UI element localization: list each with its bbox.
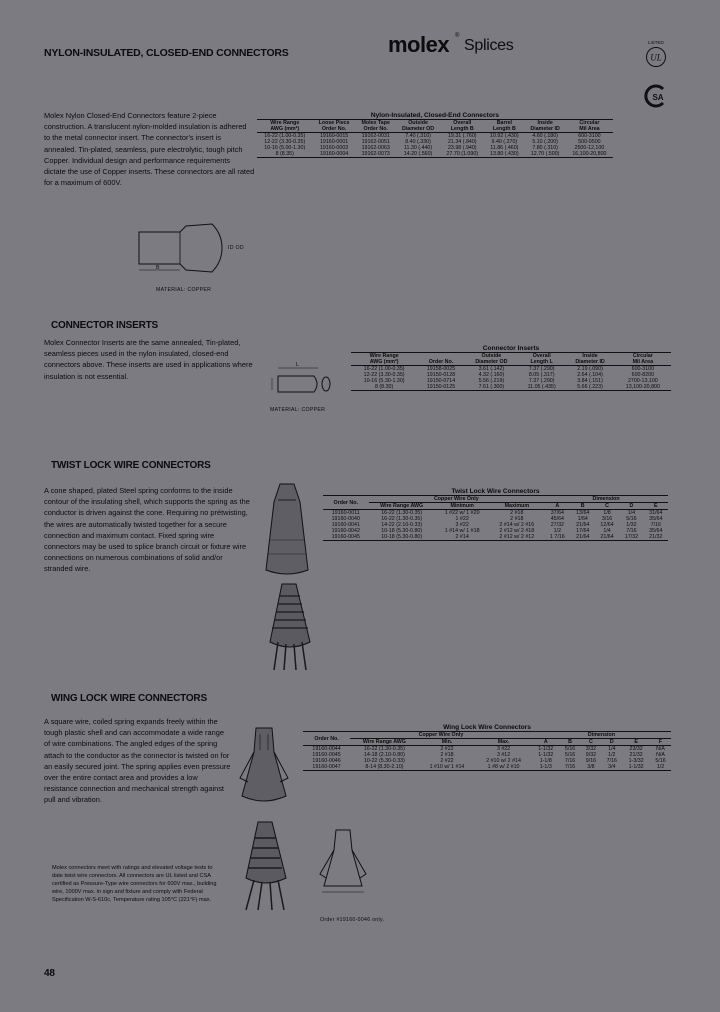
ul-mark-icon bbox=[645, 46, 667, 68]
table-cell: 17/32 bbox=[624, 534, 639, 540]
table-cell: 21/64 bbox=[576, 534, 590, 540]
wing-lock-cutaway-drawing bbox=[236, 818, 296, 913]
dimension-group-header: Dimension bbox=[544, 496, 668, 503]
table-cell: 1/2 bbox=[608, 752, 616, 758]
table-cell: 7.61 (.300) bbox=[478, 384, 505, 390]
col-header: Min. bbox=[441, 739, 453, 745]
table-cell: 2 #14 bbox=[455, 534, 469, 540]
table-cell: 14.20 (.560) bbox=[403, 151, 433, 157]
table-cell: 27/32 bbox=[550, 522, 564, 528]
csa-mark-icon bbox=[643, 83, 669, 109]
table-cell: 1/4 bbox=[603, 528, 611, 534]
table-cell: 13/64 bbox=[576, 510, 590, 516]
col-header: D bbox=[609, 739, 614, 745]
table-cell: 1-1/32 bbox=[538, 752, 554, 758]
table-cell: 600-3100 bbox=[631, 366, 655, 372]
wing-lock-table bbox=[303, 725, 671, 771]
table-cell: 35/64 bbox=[649, 528, 663, 534]
table-cell: 1 #14 w/ 1 #18 bbox=[444, 528, 480, 534]
table-cell: 13.80 (.430) bbox=[490, 151, 519, 157]
table-cell: 11.86 (.460) bbox=[490, 145, 519, 151]
table-cell: 3/4 bbox=[608, 764, 616, 770]
table-cell: 12-22 (3.30-0.35) bbox=[363, 372, 405, 378]
table-cell: N/A bbox=[656, 746, 665, 752]
col-header: Overall Length B bbox=[450, 120, 474, 132]
table-cell: 600-3100 bbox=[578, 133, 601, 139]
col-header: A bbox=[543, 739, 548, 745]
table-cell: 2 #18 bbox=[510, 516, 524, 522]
table-cell: 3.84 (.151) bbox=[577, 378, 603, 384]
table-cell: 14-22 (2.10-0.33) bbox=[381, 522, 423, 528]
table-cell: 19160-0001 bbox=[319, 139, 349, 145]
table-cell: 19160-0003 bbox=[319, 145, 349, 151]
table-cell: 1/4 bbox=[608, 746, 616, 752]
csa-label: SA bbox=[652, 93, 664, 102]
table-cell: 10-18 (5.30-0.80) bbox=[381, 534, 423, 540]
col-header: Order No. bbox=[314, 735, 339, 742]
table-cell: 19.31 (.760) bbox=[447, 133, 477, 139]
table-cell: 1 #22 w/ 1 #20 bbox=[444, 510, 480, 516]
table-cell: 3/32 bbox=[585, 746, 597, 752]
table-cell: 2 #12 w/ 2 #12 bbox=[499, 534, 535, 540]
table-cell: 9/16 bbox=[585, 758, 597, 764]
col-header: Minimum bbox=[450, 503, 474, 509]
table-cell: 35/64 bbox=[649, 516, 663, 522]
table-cell: 7/16 bbox=[564, 764, 576, 770]
table-cell: 11.30 (.440) bbox=[403, 145, 433, 151]
table-cell: 45/64 bbox=[550, 516, 564, 522]
table-cell: 19160-0047 bbox=[312, 764, 341, 770]
col-header: B bbox=[568, 739, 572, 745]
table-cell: 4.60 (.180) bbox=[532, 133, 558, 139]
table-cell: 13,100-20,800 bbox=[625, 384, 660, 390]
table-cell: 16-22 (1.30-0.35) bbox=[381, 510, 423, 516]
table-cell: 1 #10 w/ 1 #14 bbox=[429, 764, 465, 770]
connector-insert-drawing bbox=[268, 362, 338, 404]
table-cell: 19160-0040 bbox=[331, 516, 360, 522]
table-cell: 5/16 bbox=[626, 516, 637, 522]
table-cell: 21/64 bbox=[576, 522, 590, 528]
table-cell: 23.98 (.940) bbox=[447, 145, 477, 151]
col-header: Inside Diameter ID bbox=[530, 120, 560, 132]
table-row bbox=[257, 151, 613, 158]
table-cell: 19162-0051 bbox=[361, 139, 390, 145]
table-cell: 8-14 (8.30-2.10) bbox=[365, 764, 404, 770]
table-cell: 2500-12,100 bbox=[574, 145, 605, 151]
table-cell: 1-1/3 bbox=[539, 764, 552, 770]
col-header: E bbox=[654, 503, 658, 509]
closed-end-description: Molex Nylon Closed-End Connectors feature 2-piece construction. A translucent nylon-molded insulation is adhered to the metal connector insert. The connector's insert is annealed. Tin-plated, seamless, pure electrolytic, tough pitch Copper. Individual design and performance requirements dictate the use of Copper inserts. These connectors are all rated for a maximum of 600V. bbox=[44, 111, 255, 188]
col-header: A bbox=[555, 503, 560, 509]
col-header: F bbox=[658, 739, 663, 745]
closed-end-connector-drawing bbox=[134, 218, 234, 276]
closed-end-dim-od: ID OD bbox=[228, 245, 244, 251]
table-cell: 19160-0042 bbox=[331, 528, 360, 534]
table-cell: 9/32 bbox=[585, 752, 597, 758]
table-cell: 2 #12 w/ 2 #18 bbox=[499, 528, 535, 534]
table-row bbox=[351, 384, 671, 391]
col-header: Outside Diameter OD bbox=[475, 353, 508, 365]
inserts-description: Molex Connector Inserts are the same annealed, Tin-plated, seamless pieces used in the nylon insulated, closed-end connectors above. These inserts are used in applications where insulation is not essential. bbox=[44, 338, 253, 381]
table-cell: 3 #12 bbox=[496, 752, 511, 758]
col-header: Circular Mil Area bbox=[632, 353, 654, 365]
table-cell: 1-1/32 bbox=[628, 764, 644, 770]
table-cell: 3 #22 bbox=[455, 522, 469, 528]
wing-lock-outline-drawing bbox=[314, 826, 372, 904]
inserts-heading: CONNECTOR INSERTS bbox=[51, 320, 158, 331]
table-cell: 5/16 bbox=[655, 758, 666, 764]
col-header: Molex Tape Order No. bbox=[361, 120, 390, 132]
table-title: Nylon-Insulated, Closed-End Connectors bbox=[257, 113, 613, 120]
table-cell: 16-22 (1.30-0.35) bbox=[381, 516, 423, 522]
insert-dim-l: L bbox=[296, 362, 300, 368]
table-cell: 37/64 bbox=[550, 510, 564, 516]
table-cell: 19162-0063 bbox=[361, 145, 390, 151]
table-cell: 1 #8 w/ 2 #10 bbox=[487, 764, 520, 770]
col-header: Outside Diameter OD bbox=[402, 120, 435, 132]
table-cell: 27.70 (1.090) bbox=[446, 151, 479, 157]
copper-wire-group-header: Copper Wire Only bbox=[369, 496, 545, 503]
table-cell: 12/64 bbox=[600, 522, 614, 528]
table-cell: 7.37 (.290) bbox=[528, 366, 555, 372]
table-cell: 19158-0025 bbox=[426, 366, 456, 372]
table-cell: 500-9500 bbox=[578, 139, 601, 145]
table-cell: 10-16 (5.00-1.30) bbox=[264, 145, 306, 151]
twist-lock-table bbox=[323, 489, 668, 541]
table-cell: 3.61 (.142) bbox=[478, 366, 505, 372]
table-cell: N/A bbox=[656, 752, 665, 758]
table-cell: 600-8200 bbox=[631, 372, 655, 378]
table-cell: 8.40 (.330) bbox=[405, 139, 431, 145]
listed-label: LISTED bbox=[648, 40, 664, 45]
table-cell: 2 #18 bbox=[510, 510, 524, 516]
closed-end-dim-b: B bbox=[156, 265, 160, 271]
table-cell: 2 #22 bbox=[440, 758, 454, 764]
ul-label: UL bbox=[650, 52, 662, 63]
table-cell: 19160-0045 bbox=[331, 534, 360, 540]
col-header: Wire Range AWG bbox=[362, 739, 406, 745]
col-header: Wire Range AWG (mm²) bbox=[369, 353, 399, 365]
col-header: C bbox=[605, 503, 609, 509]
inserts-table bbox=[351, 346, 671, 391]
table-cell: 2 #14 w/ 2 #16 bbox=[499, 522, 535, 528]
table-cell: 1/4 bbox=[627, 510, 636, 516]
table-row bbox=[323, 534, 668, 541]
table-cell: 7/16 bbox=[650, 522, 661, 528]
table-cell: 7.80 (.310) bbox=[532, 145, 558, 151]
table-cell: 21/32 bbox=[649, 534, 663, 540]
table-cell: 19160-0041 bbox=[331, 522, 360, 528]
col-header: Order No. bbox=[333, 499, 358, 506]
table-cell: 2.19 (.090) bbox=[577, 366, 603, 372]
table-cell: 1-1/32 bbox=[538, 746, 554, 752]
table-cell: 7/16 bbox=[626, 528, 637, 534]
table-cell: 9.40 (.370) bbox=[491, 139, 518, 145]
page-number: 48 bbox=[44, 968, 55, 979]
col-header: Overall Length L bbox=[530, 353, 553, 365]
col-header: Max. bbox=[497, 739, 510, 745]
table-cell: 19150-0128 bbox=[426, 372, 456, 378]
certification-footnote: Molex connectors meet with ratings and elevated voltage tests to date twist wire connectors. All connectors are UL listed and CSA certified as Pressure-Type wire connectors for 600V max., building wire, 1000V max. in sign and fixture and comply with Federal Specification W-S-610c. Temperature rating 105°C (221°F) max. bbox=[52, 865, 217, 903]
table-cell: 1-1/8 bbox=[539, 758, 552, 764]
table-cell: 1 7/16 bbox=[549, 534, 565, 540]
copper-wire-group-header: Copper Wire Only bbox=[350, 732, 532, 739]
table-cell: 16-22 (1.00-0.35) bbox=[264, 133, 306, 139]
table-cell: 16-22 (1.30-0.35) bbox=[363, 746, 405, 752]
table-cell: 7.37 (.290) bbox=[528, 378, 555, 384]
table-cell: 5/16 bbox=[564, 752, 576, 758]
table-cell: 2 #10 w/ 2 #14 bbox=[486, 758, 521, 764]
table-cell: 2.64 (.104) bbox=[577, 372, 603, 378]
col-header: Circular Mil Area bbox=[579, 120, 600, 132]
closed-end-material: MATERIAL: COPPER bbox=[156, 287, 212, 293]
table-cell: 19160-0015 bbox=[319, 133, 349, 139]
table-cell: 3/16 bbox=[601, 516, 613, 522]
table-title: Wing Lock Wire Connectors bbox=[303, 725, 671, 732]
table-cell: 1/2 bbox=[656, 764, 665, 770]
table-cell: 5/16 bbox=[564, 746, 576, 752]
twist-lock-description: A cone shaped, plated Steel spring conforms to the inside contour of the insulating shell, which supports the spring as the conductor is driven against the cone. Requiring no prétwisting, the wires are automatically twisted together for a secure connection and maximum contact. Fixed spring wire connectors may be used to splice branch circuit or fixture wire connections on numerous combinations of solid and/or stranded wire. bbox=[44, 486, 250, 574]
table-cell: 23/32 bbox=[629, 746, 643, 752]
wing-lock-description: A square wire, coiled spring expands freely within the tough plastic shell and can accommodate a wide range of wire combinations. The angled edges of the spring attach to the conductor as the connector is twisted on for an easily secured joint. The spring applies even pressure over the entire contact area and provides a low resistance connection and mechanical strength against pull and vibration. bbox=[44, 717, 231, 805]
table-cell: 12.70 (.500) bbox=[530, 151, 560, 157]
col-header: D bbox=[629, 503, 634, 509]
table-title: Connector Inserts bbox=[351, 346, 671, 353]
table-cell: 21/64 bbox=[600, 534, 614, 540]
table-cell: 12-22 (3.30-0.35) bbox=[264, 139, 306, 145]
table-cell: 21.34 (.840) bbox=[447, 139, 477, 145]
page-title: NYLON-INSULATED, CLOSED-END CONNECTORS bbox=[44, 47, 289, 59]
table-cell: 5.56 (.219) bbox=[478, 378, 505, 384]
col-header: Inside Diameter ID bbox=[575, 353, 605, 365]
col-header: E bbox=[634, 739, 638, 745]
col-header: Maximum bbox=[504, 503, 530, 509]
table-cell: 5.66 (.223) bbox=[577, 384, 603, 390]
table-cell: 3 #22 bbox=[496, 746, 511, 752]
table-cell: 19160-0045 bbox=[312, 752, 341, 758]
table-cell: 5.10 (.200) bbox=[532, 139, 558, 145]
twist-lock-cutaway-drawing bbox=[262, 582, 318, 672]
col-header: Loose Piece Order No. bbox=[318, 120, 350, 132]
table-cell: 10.92 (.430) bbox=[490, 133, 519, 139]
col-header: Wire Range AWG (mm²) bbox=[270, 120, 300, 132]
table-cell: 10-22 (5.30-0.33) bbox=[363, 758, 405, 764]
table-cell: 31/64 bbox=[649, 510, 663, 516]
table-row bbox=[303, 764, 671, 771]
col-header: B bbox=[580, 503, 585, 509]
col-header: Barrel Length B bbox=[492, 120, 516, 132]
table-cell: 19160-0011 bbox=[331, 510, 360, 516]
col-header: C bbox=[589, 739, 593, 745]
table-cell: 17/64 bbox=[576, 528, 590, 534]
table-title: Twist Lock Wire Connectors bbox=[323, 489, 668, 496]
product-name: Splices bbox=[464, 37, 514, 54]
col-header: Wire Range AWG bbox=[380, 503, 424, 509]
table-cell: 8.05 (.317) bbox=[528, 372, 555, 378]
table-cell: 1-3/32 bbox=[628, 758, 644, 764]
table-cell: 19162-0031 bbox=[361, 133, 390, 139]
table-cell: 19150-0125 bbox=[426, 384, 456, 390]
table-cell: 1/8 bbox=[603, 510, 611, 516]
table-cell: 19160-0046 bbox=[312, 758, 341, 764]
table-cell: 21/32 bbox=[629, 752, 643, 758]
table-cell: 10-18 (5.30-0.80) bbox=[381, 528, 423, 534]
table-cell: 19162-0073 bbox=[361, 151, 390, 157]
table-cell: 19150-0714 bbox=[426, 378, 456, 384]
table-cell: 7/16 bbox=[606, 758, 617, 764]
table-cell: 10-16 (5.30-1.30) bbox=[363, 378, 405, 384]
table-cell: 16,100-20,800 bbox=[572, 151, 607, 157]
table-cell: 11.05 (.435) bbox=[527, 384, 556, 390]
twist-lock-connector-drawing bbox=[256, 480, 318, 580]
molex-logo: molex bbox=[388, 32, 450, 57]
table-cell: 7/16 bbox=[564, 758, 576, 764]
table-cell: 2 #22 bbox=[440, 746, 454, 752]
table-cell: 2 #18 bbox=[440, 752, 454, 758]
table-cell: 1/64 bbox=[577, 516, 588, 522]
registered-mark: ® bbox=[455, 33, 460, 39]
table-cell: 19160-0044 bbox=[312, 746, 341, 752]
table-cell: 2700-13,100 bbox=[627, 378, 658, 384]
table-cell: 1 #22 bbox=[455, 516, 469, 522]
table-cell: 8 (8.30) bbox=[374, 384, 394, 390]
col-header: Order No. bbox=[428, 359, 454, 365]
table-cell: 7.40 (.310) bbox=[405, 133, 431, 139]
closed-end-table bbox=[257, 113, 613, 158]
twist-lock-heading: TWIST LOCK WIRE CONNECTORS bbox=[51, 460, 211, 471]
table-cell: 3/8 bbox=[587, 764, 595, 770]
table-cell: 19160-0004 bbox=[319, 151, 349, 157]
wing-lock-heading: WING LOCK WIRE CONNECTORS bbox=[51, 693, 207, 704]
table-cell: 4.32 (.160) bbox=[478, 372, 505, 378]
table-cell: 1/2 bbox=[553, 528, 562, 534]
table-cell: 14-18 (2.10-0.80) bbox=[363, 752, 405, 758]
wing-lock-connector-drawing bbox=[236, 722, 292, 812]
table-cell: 8 (8.35) bbox=[275, 151, 294, 157]
inserts-material: MATERIAL: COPPER bbox=[270, 407, 326, 413]
table-cell: 1/32 bbox=[626, 522, 637, 528]
table-cell: 16-22 (1.00-0.35) bbox=[363, 366, 405, 372]
dimension-group-header: Dimension bbox=[532, 732, 671, 739]
wing-lock-caption: Order #19160-0046 only. bbox=[320, 917, 385, 923]
